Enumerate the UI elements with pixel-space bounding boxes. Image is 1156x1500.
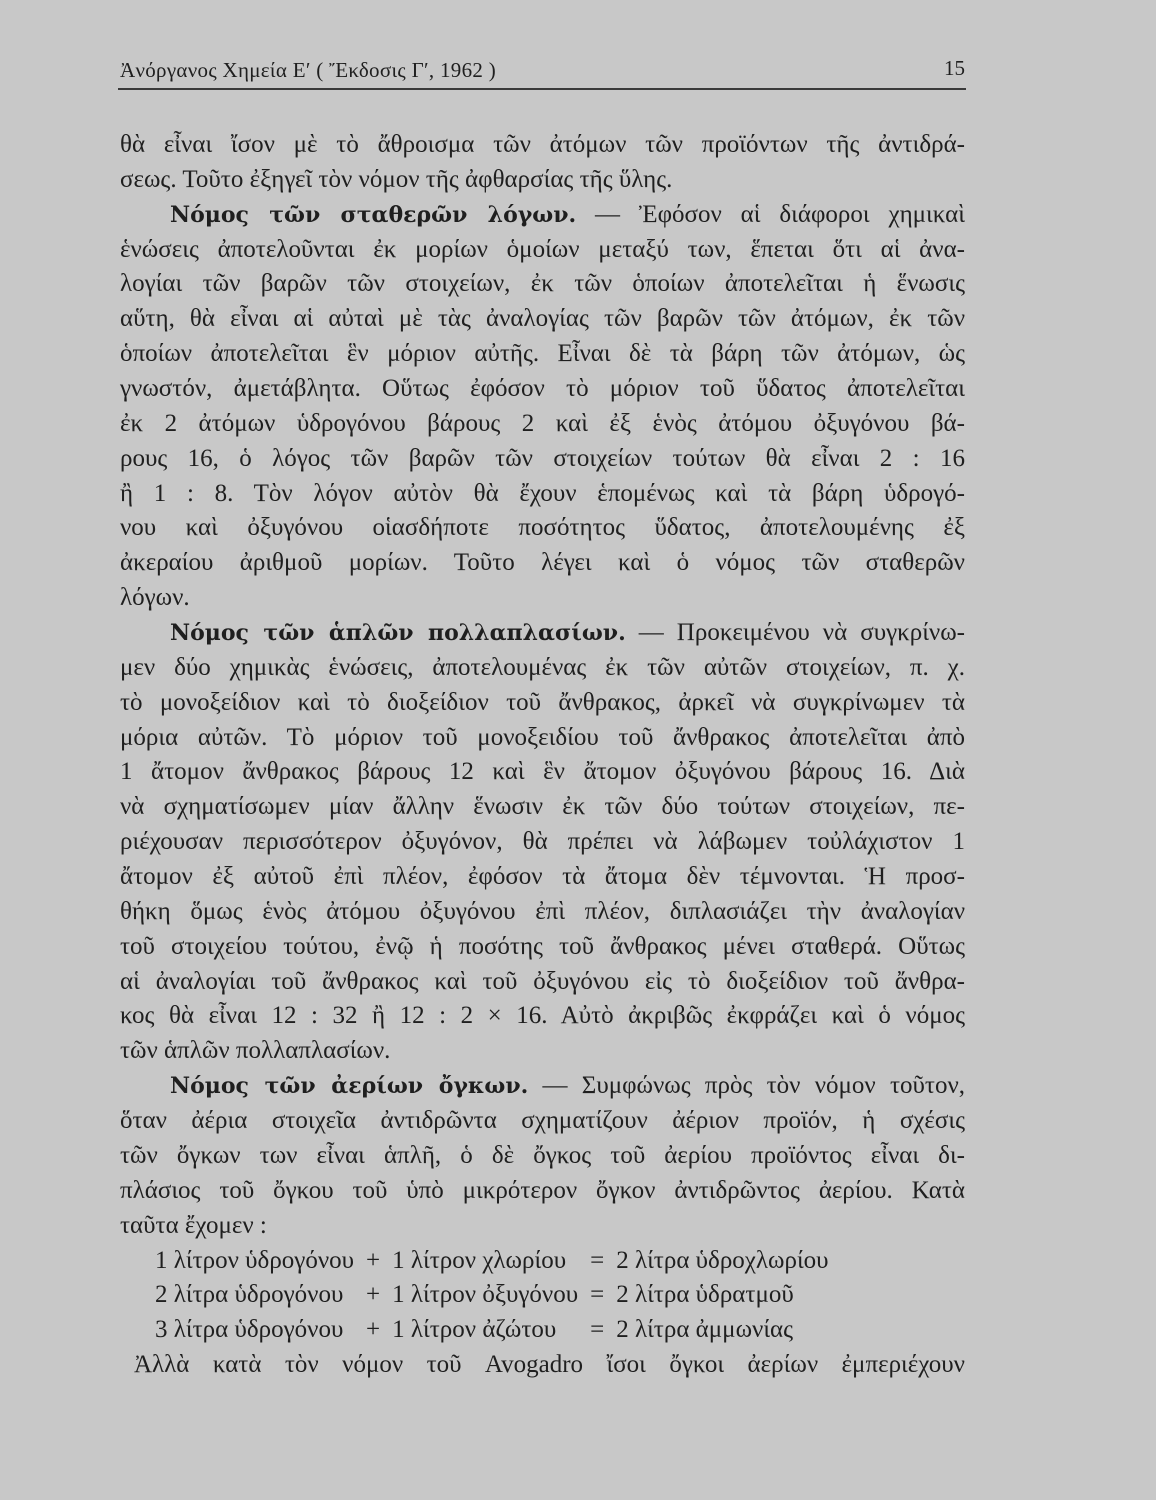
line-text: ταῦτα ἔχομεν :: [120, 1211, 267, 1239]
plus-sign: +: [366, 1246, 381, 1274]
line-text: ὅταν ἀέρια στοιχεῖα ἀντιδρῶντα σχηματίζουν ἀέριον προϊόν, ἡ σχέσις: [120, 1107, 965, 1135]
text-line: [120, 581, 965, 616]
text-line: [120, 407, 965, 442]
text-line: [120, 930, 965, 965]
line-text: λόγων.: [120, 584, 190, 612]
equation-product: 2 λίτρα ὑδρατμοῦ: [616, 1281, 794, 1309]
line-text: νὰ σχηματίσωμεν μίαν ἄλλην ἕνωσιν ἐκ τῶν δύο τούτων στοιχείων, πε-: [120, 793, 965, 821]
text-line: [120, 233, 965, 268]
line-text: τοῦ στοιχείου τούτου, ἐνῷ ἡ ποσότης τοῦ ἄνθρακος μένει σταθερά. Οὕτως: [120, 932, 965, 960]
text-line: [120, 267, 965, 302]
line-text: τῶν ὄγκων των εἶναι ἁπλῆ, ὁ δὲ ὄγκος τοῦ ἀερίου προϊόντος εἶναι δι-: [120, 1141, 965, 1169]
text-line: [120, 755, 965, 790]
line-text: ὁποίων ἀποτελεῖται ἓν μόριον αὐτῆς. Εἶναι δὲ τὰ βάρη τῶν ἀτόμων, ὡς: [120, 340, 965, 368]
text-line: [120, 1139, 965, 1174]
equals-sign: =: [590, 1246, 605, 1274]
header-rule: [118, 88, 966, 90]
line-text: γνωστόν, ἀμετάβλητα. Οὕτως ἐφόσον τὸ μόριον τοῦ ὕδατος ἀποτελεῖται: [120, 375, 965, 403]
text-line: [120, 721, 965, 756]
line-text: ἄτομον ἐξ αὐτοῦ ἐπὶ πλέον, ἐφόσον τὰ ἄτομα δὲν τέμνονται. Ἡ προσ-: [120, 863, 965, 891]
line-text: νου καὶ ὀξυγόνου οἱασδήποτε ποσότητος ὕδατος, ἀποτελουμένης ἐξ: [120, 514, 965, 542]
line-text: ἑνώσεις ἀποτελοῦνται ἐκ μορίων ὁμοίων μεταξύ των, ἕπεται ὅτι αἱ ἀνα-: [120, 235, 965, 263]
text-line: [120, 163, 965, 198]
line-text: — Συμφώνως πρὸς τὸν νόμον τοῦτον,: [528, 1072, 965, 1100]
header-title: Ἀνόργανος Χημεία Ε′ ( Ἔκδοσις Γ′, 1962 ): [120, 58, 497, 82]
text-line: [120, 372, 965, 407]
text-line: [120, 511, 965, 546]
text-line: [120, 965, 965, 1000]
plus-sign: +: [366, 1281, 381, 1309]
equation-lhs-reactant-1: 1 λίτρον ὑδρογόνου: [155, 1246, 355, 1274]
line-text: αὕτη, θὰ εἶναι αἱ αὐταὶ μὲ τὰς ἀναλογίας τῶν βαρῶν τῶν ἀτόμων, ἐκ τῶν: [120, 305, 965, 333]
text-line: [120, 477, 965, 512]
line-text: σεως. Τοῦτο ἐξηγεῖ τὸν νόμον τῆς ἀφθαρσίας τῆς ὕλης.: [120, 165, 673, 193]
line-text: μόρια αὐτῶν. Τὸ μόριον τοῦ μονοξειδίου τοῦ ἄνθρακος ἀποτελεῖται ἀπὸ: [120, 723, 965, 751]
page-number: 15: [944, 56, 965, 80]
line-text: πλάσιος τοῦ ὄγκου τοῦ ὑπὸ μικρότερον ὄγκον ἀντιδρῶντος ἀερίου. Κατὰ: [120, 1176, 965, 1204]
section-heading: Νόμος τῶν σταθερῶν λόγων.: [170, 201, 577, 228]
text-line: [120, 128, 965, 163]
line-text: — Ἐφόσον αἱ διάφοροι χημικαὶ: [576, 200, 965, 228]
line-text: κος θὰ εἶναι 12 : 32 ἢ 12 : 2 × 16. Αὐτὸ ἀκριβῶς ἐκφράζει καὶ ὁ νόμος: [120, 1002, 965, 1030]
page-body: [120, 128, 965, 1383]
running-header: [120, 54, 965, 86]
section-heading-line: [120, 616, 965, 651]
equals-sign: =: [590, 1281, 605, 1309]
equation-product: 2 λίτρα ὑδροχλωρίου: [616, 1246, 829, 1274]
text-line: [120, 1174, 965, 1209]
equation-lhs-reactant-2: 1 λίτρον χλωρίου: [392, 1246, 567, 1274]
section-heading-line: [120, 1069, 965, 1104]
line-text: ἐκ 2 ἀτόμων ὑδρογόνου βάρους 2 καὶ ἐξ ἑνὸς ἀτόμου ὀξυγόνου βά-: [120, 409, 965, 437]
line-text: ἀκεραίου ἀριθμοῦ μορίων. Τοῦτο λέγει καὶ ὁ νόμος τῶν σταθερῶν: [120, 549, 965, 577]
text-line: Ἀλλὰ κατὰ τὸν νόμον τοῦ Avogadro ἴσοι ὄγκοι ἀερίων ἐμπεριέχουν: [134, 1351, 965, 1379]
equations-block: [120, 1244, 965, 1349]
text-line: [120, 337, 965, 372]
equation-lhs-reactant-1: 2 λίτρα ὑδρογόνου: [155, 1281, 344, 1309]
equation-lhs-reactant-2: 1 λίτρον ἀζώτου: [392, 1316, 557, 1344]
line-text: ριέχουσαν περισσότερον ὀξυγόνον, θὰ πρέπει νὰ λάβωμεν τοὐλάχιστον 1: [120, 828, 965, 856]
line-text: λογίαι τῶν βαρῶν τῶν στοιχείων, ἐκ τῶν ὁποίων ἀποτελεῖται ἡ ἕνωσις: [120, 270, 965, 298]
line-text: μεν δύο χημικὰς ἑνώσεις, ἀποτελουμένας ἐκ τῶν αὐτῶν στοιχείων, π. χ.: [120, 653, 965, 681]
line-text: ἢ 1 : 8. Τὸν λόγον αὐτὸν θὰ ἔχουν ἑπομένως καὶ τὰ βάρη ὑδρογό-: [120, 479, 965, 507]
text-line: [120, 686, 965, 721]
line-text: θήκη ὅμως ἑνὸς ἀτόμου ὀξυγόνου ἐπὶ πλέον, διπλασιάζει τὴν ἀναλογίαν: [120, 897, 965, 925]
equals-sign: =: [590, 1316, 605, 1344]
text-line: [120, 895, 965, 930]
line-text: τὸ μονοξείδιον καὶ τὸ διοξείδιον τοῦ ἄνθρακος, ἀρκεῖ νὰ συγκρίνωμεν τὰ: [120, 688, 965, 716]
text-line: [120, 302, 965, 337]
line-text: αἱ ἀναλογίαι τοῦ ἄνθρακος καὶ τοῦ ὀξυγόνου εἰς τὸ διοξείδιον τοῦ ἄνθρα-: [120, 967, 965, 995]
equation-lhs-reactant-2: 1 λίτρον ὀξυγόνου: [392, 1281, 579, 1309]
equation-product: 2 λίτρα ἀμμωνίας: [616, 1316, 794, 1344]
text-line: [120, 999, 965, 1034]
text-line: [120, 860, 965, 895]
section-heading: Νόμος τῶν ἁπλῶν πολλαπλασίων.: [170, 620, 626, 647]
line-text: — Προκειμένου νὰ συγκρίνω-: [625, 619, 965, 647]
text-line: [120, 1209, 965, 1244]
text-line: [120, 1034, 965, 1069]
line-text: ρους 16, ὁ λόγος τῶν βαρῶν τῶν στοιχείων τούτων θὰ εἶναι 2 : 16: [120, 444, 965, 472]
line-text: 1 ἄτομον ἄνθρακος βάρους 12 καὶ ἓν ἄτομον ὀξυγόνου βάρους 16. Διὰ: [120, 758, 965, 786]
text-line: [120, 790, 965, 825]
text-line: [120, 442, 965, 477]
plus-sign: +: [366, 1316, 381, 1344]
text-line: [120, 825, 965, 860]
section-heading-line: [120, 198, 965, 233]
line-text: τῶν ἁπλῶν πολλαπλασίων.: [120, 1037, 391, 1065]
equation-lhs-reactant-1: 3 λίτρα ὑδρογόνου: [155, 1316, 344, 1344]
text-line: [120, 546, 965, 581]
section-heading: Νόμος τῶν ἀερίων ὄγκων.: [170, 1073, 529, 1100]
text-line: [120, 1104, 965, 1139]
text-line: [120, 651, 965, 686]
line-text: θὰ εἶναι ἴσον μὲ τὸ ἄθροισμα τῶν ἀτόμων τῶν προϊόντων τῆς ἀντιδρά-: [120, 131, 965, 158]
